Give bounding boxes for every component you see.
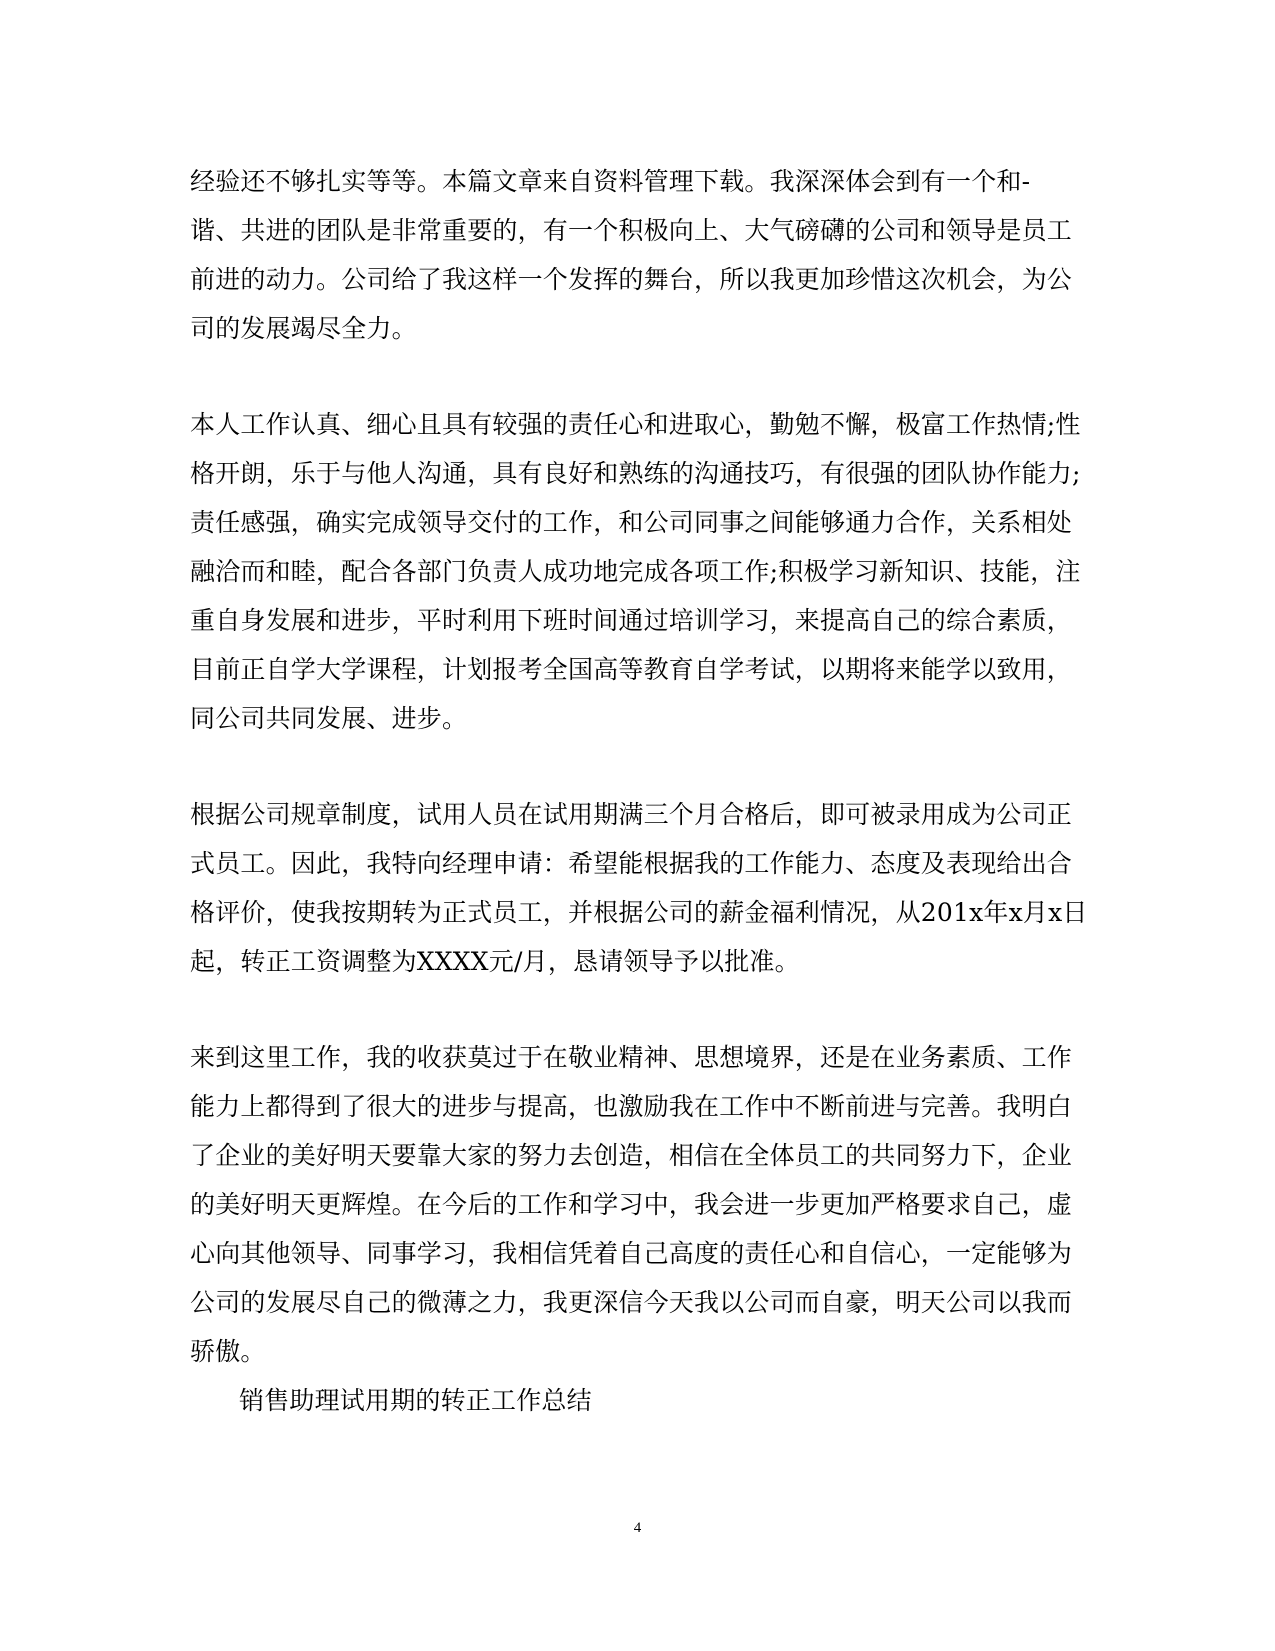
text-line: 了企业的美好明天要靠大家的努力去创造，相信在全体员工的共同努力下，企业 bbox=[190, 1141, 1073, 1170]
paragraph-1 bbox=[190, 157, 1085, 353]
text-line: 根据公司规章制度，试用人员在试用期满三个月合格后，即可被录用成为公司正 bbox=[190, 800, 1073, 829]
paragraph-2 bbox=[190, 400, 1085, 743]
text-line: 能力上都得到了很大的进步与提高，也激励我在工作中不断前进与完善。我明白 bbox=[190, 1092, 1073, 1121]
paragraph-4 bbox=[190, 1033, 1085, 1376]
paragraph-gap bbox=[190, 353, 1085, 400]
text-line: 来到这里工作，我的收获莫过于在敬业精神、思想境界，还是在业务素质、工作 bbox=[190, 1043, 1073, 1072]
text-line: 的美好明天更辉煌。在今后的工作和学习中，我会进一步更加严格要求自己，虚 bbox=[190, 1190, 1073, 1219]
text-line: 谐、共进的团队是非常重要的，有一个积极向上、大气磅礴的公司和领导是员工 bbox=[190, 216, 1073, 245]
text-line: 前进的动力。公司给了我这样一个发挥的舞台，所以我更加珍惜这次机会，为公 bbox=[190, 265, 1073, 294]
paragraph-3 bbox=[190, 790, 1088, 986]
text-line: 重自身发展和进步，平时利用下班时间通过培训学习，来提高自己的综合素质， bbox=[190, 606, 1073, 635]
text-line: 责任感强，确实完成领导交付的工作，和公司同事之间能够通力合作，关系相处 bbox=[190, 508, 1073, 537]
text-line: 式员工。因此，我特向经理申请：希望能根据我的工作能力、态度及表现给出合 bbox=[190, 849, 1073, 878]
text-line: 经验还不够扎实等等。本篇文章来自资料管理下载。我深深体会到有一个和- bbox=[190, 167, 1031, 196]
text-line: 心向其他领导、同事学习，我相信凭着自己高度的责任心和自信心，一定能够为 bbox=[190, 1239, 1073, 1268]
text-line: 骄傲。 bbox=[190, 1337, 266, 1366]
text-line: 公司的发展尽自己的微薄之力，我更深信今天我以公司而自豪，明天公司以我而 bbox=[190, 1288, 1073, 1317]
text-line: 融洽而和睦，配合各部门负责人成功地完成各项工作;积极学习新知识、技能，注 bbox=[190, 557, 1081, 586]
text-line: 目前正自学大学课程，计划报考全国高等教育自学考试，以期将来能学以致用， bbox=[190, 655, 1073, 684]
paragraph-gap bbox=[190, 986, 1085, 1033]
closing-title: 销售助理试用期的转正工作总结 bbox=[239, 1386, 592, 1415]
document-body bbox=[190, 157, 1088, 1425]
page-number: 4 bbox=[633, 1520, 642, 1536]
text-line: 起，转正工资调整为XXXX元/月，恳请领导予以批准。 bbox=[190, 947, 800, 976]
text-line: 同公司共同发展、进步。 bbox=[190, 704, 468, 733]
text-line: 司的发展竭尽全力。 bbox=[190, 314, 417, 343]
text-line: 格开朗，乐于与他人沟通，具有良好和熟练的沟通技巧，有很强的团队协作能力; bbox=[190, 459, 1081, 488]
text-line: 格评价，使我按期转为正式员工，并根据公司的薪金福利情况，从201x年x月x日 bbox=[190, 898, 1088, 927]
paragraph-gap bbox=[190, 743, 1085, 790]
text-line: 本人工作认真、细心且具有较强的责任心和进取心，勤勉不懈，极富工作热情;性 bbox=[190, 410, 1081, 439]
